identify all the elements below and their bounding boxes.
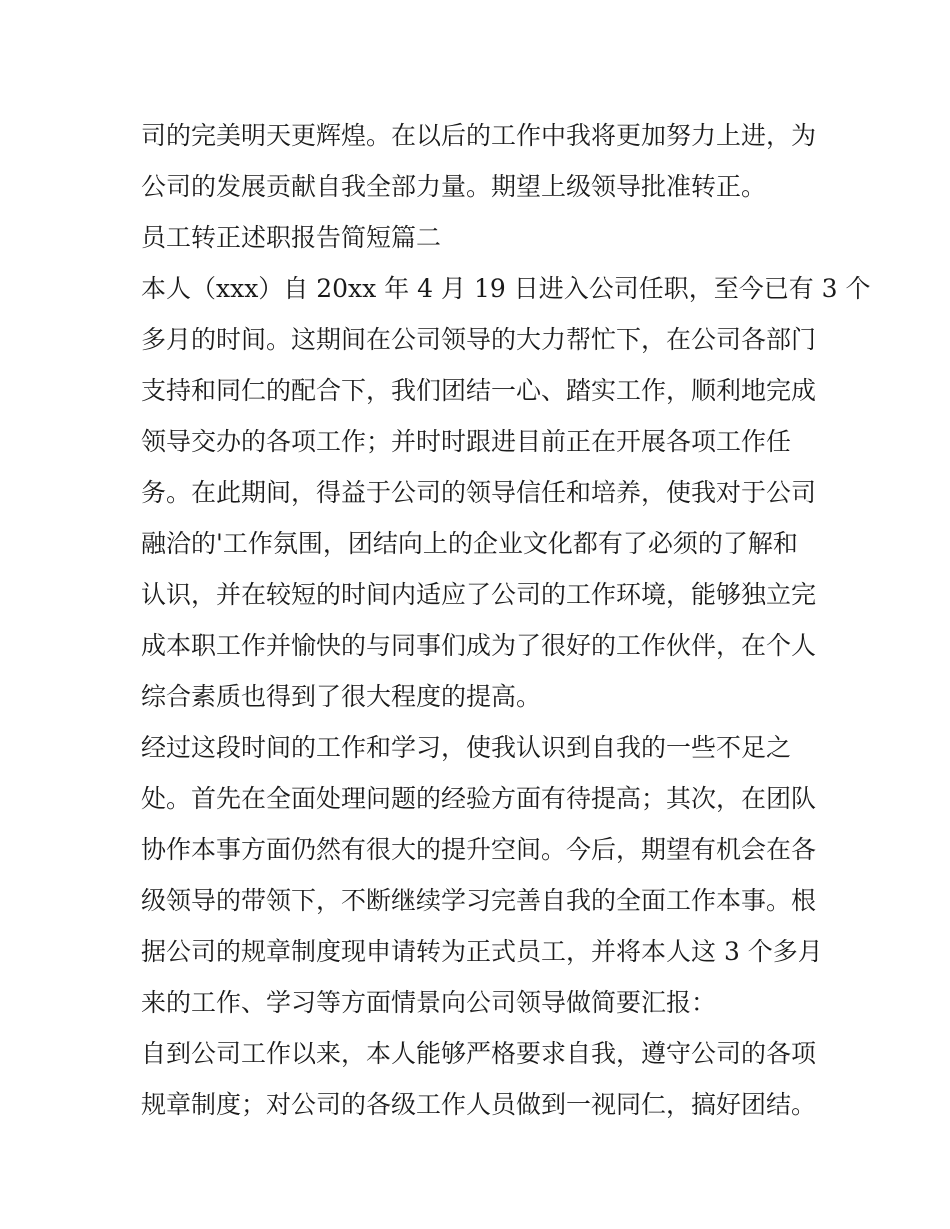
text-line: 成本职工作并愉快的与同事们成为了很好的工作伙伴，在个人 [141, 631, 817, 660]
text-line: 来的工作、学习等方面情景向公司领导做简要汇报： [141, 988, 717, 1017]
section-heading: 员工转正述职报告简短篇二 [141, 223, 442, 252]
document-body [141, 110, 871, 1130]
text-line: 经过这段时间的工作和学习，使我认识到自我的一些不足之 [141, 733, 792, 762]
text-line: 协作本事方面仍然有很大的提升空间。今后，期望有机会在各 [141, 835, 817, 864]
text-line: 规章制度；对公司的各级工作人员做到一视同仁，搞好团结。 [141, 1090, 817, 1119]
text-line: 本人（xxx）自 20xx 年 4 月 19 日进入公司任职，至今已有 3 个 [141, 274, 871, 303]
text-line: 级领导的带领下，不断继续学习完善自我的全面工作本事。根 [141, 886, 817, 915]
text-line: 认识，并在较短的时间内适应了公司的工作环境，能够独立完 [141, 580, 817, 609]
text-line: 据公司的规章制度现申请转为正式员工，并将本人这 3 个多月 [141, 937, 823, 966]
text-line: 公司的发展贡献自我全部力量。期望上级领导批准转正。 [141, 172, 767, 201]
text-line: 自到公司工作以来，本人能够严格要求自我，遵守公司的各项 [141, 1039, 817, 1068]
text-line: 多月的时间。这期间在公司领导的大力帮忙下，在公司各部门 [141, 325, 817, 354]
text-line: 融洽的'工作氛围，团结向上的企业文化都有了必须的了解和 [141, 529, 798, 558]
text-line: 综合素质也得到了很大程度的提高。 [141, 682, 542, 711]
text-line: 务。在此期间，得益于公司的领导信任和培养，使我对于公司 [141, 478, 817, 507]
text-line: 处。首先在全面处理问题的经验方面有待提高；其次，在团队 [141, 784, 817, 813]
text-line: 支持和同仁的配合下，我们团结一心、踏实工作，顺利地完成 [141, 376, 817, 405]
text-line: 司的完美明天更辉煌。在以后的工作中我将更加努力上进，为 [141, 121, 817, 150]
text-line: 领导交办的各项工作；并时时跟进目前正在开展各项工作任 [141, 427, 792, 456]
